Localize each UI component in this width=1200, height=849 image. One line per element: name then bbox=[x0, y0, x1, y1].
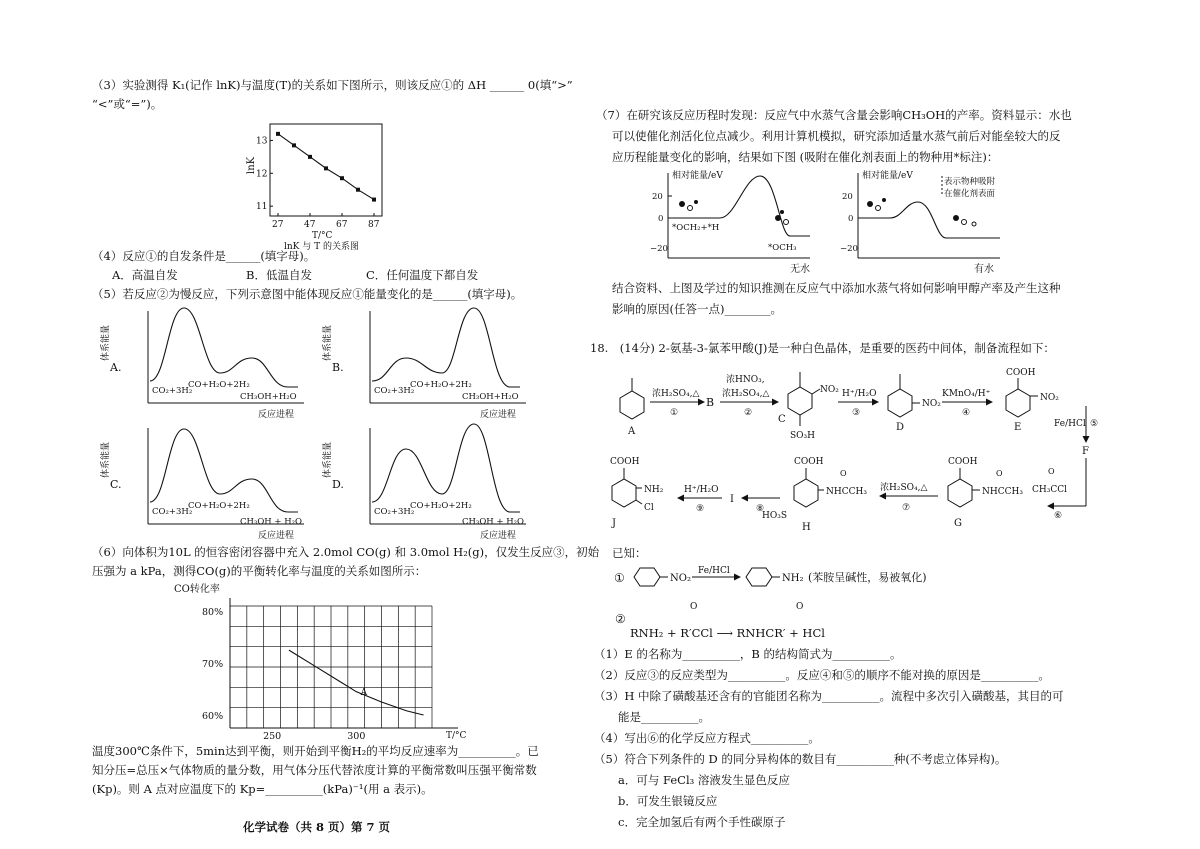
known-reaction-1 bbox=[612, 562, 992, 592]
y-axis-label: 体系能量 bbox=[323, 324, 333, 361]
compound-g bbox=[948, 457, 1023, 529]
svg-text:COOH: COOH bbox=[610, 457, 640, 467]
svg-text:NO₂: NO₂ bbox=[922, 399, 941, 409]
q7-line3: 应历程能量变化的影响，结果如下图 (吸附在催化剂表面上的物种用*标注)： bbox=[612, 150, 999, 164]
product-label: CH₃OH+H₂O bbox=[240, 392, 297, 402]
compound-j bbox=[610, 457, 664, 529]
q7-line1: （7）在研究该反应历程时发现：反应气中水蒸气含量会影响CH₃OH的产率。资料显示：水也 bbox=[596, 108, 1072, 122]
conversion-curve bbox=[289, 650, 424, 715]
q6-line3: 温度300℃条件下，5min达到平衡，则开始到平衡H₂的平均反应速率为__________。已 bbox=[92, 744, 539, 758]
molecule-icon bbox=[775, 215, 781, 221]
svg-text:浓HNO₃,: 浓HNO₃, bbox=[726, 375, 765, 385]
q4-stem: （4）反应①的自发条件是______(填字母)。 bbox=[92, 249, 316, 263]
reactant-label: CO₂+3H₂ bbox=[152, 507, 193, 517]
intermediate-label: CO+H₂O+2H₂ bbox=[410, 501, 472, 511]
label-och2-h: *OCH₂+*H bbox=[672, 223, 720, 233]
label-och3: *OCH₃ bbox=[768, 243, 797, 253]
q7-line5: 影响的原因(任答一点)________。 bbox=[612, 302, 782, 316]
svg-text:NHCCH₃: NHCCH₃ bbox=[826, 487, 867, 497]
q4-option-a: A．高温自发 bbox=[112, 268, 178, 282]
y-tick-label: 11 bbox=[256, 202, 268, 213]
x-tick-label: 47 bbox=[304, 220, 316, 230]
q6-line2: 压强为 a kPa，测得CO(g)的平衡转化率与温度的关系如图所示： bbox=[92, 564, 427, 578]
svg-text:H⁺/H₂O: H⁺/H₂O bbox=[842, 389, 877, 399]
svg-text:D: D bbox=[896, 422, 905, 433]
svg-text:O: O bbox=[840, 469, 847, 478]
data-point bbox=[324, 166, 328, 170]
y-tick-label: 12 bbox=[256, 169, 268, 180]
product-label: CH₃OH+H₂O bbox=[462, 392, 519, 402]
x-axis-label: 反应进程 bbox=[480, 410, 517, 420]
molecule-icon bbox=[953, 215, 959, 221]
y-axis-label: 相对能量/eV bbox=[672, 171, 723, 181]
page-footer: 化学试卷（共 8 页）第 7 页 bbox=[243, 820, 391, 834]
compound-e bbox=[1006, 368, 1059, 433]
y-axis-label: lnK bbox=[246, 156, 257, 174]
tick-minus20: −20 bbox=[840, 244, 858, 254]
compound-h bbox=[762, 457, 867, 533]
compound-b: B bbox=[706, 396, 715, 409]
reactant-label: CO₂+3H₂ bbox=[374, 386, 415, 396]
svg-text:NO₂: NO₂ bbox=[670, 573, 691, 584]
svg-text:G: G bbox=[954, 518, 962, 529]
intermediate-label: CO+H₂O+2H₂ bbox=[410, 380, 472, 390]
svg-text:浓H₂SO₄,△: 浓H₂SO₄,△ bbox=[880, 483, 928, 493]
reactant-label: CO₂+3H₂ bbox=[374, 507, 415, 517]
svg-text:NO₂: NO₂ bbox=[820, 385, 839, 395]
y-axis-label: 相对能量/eV bbox=[862, 171, 913, 181]
energy-panel-c bbox=[101, 424, 308, 541]
q6-line1: （6）向体积为10L 的恒容密闭容器中充入 2.0mol CO(g) 和 3.0mol H₂(g)，仅发生反应③，初始 bbox=[92, 545, 600, 559]
x-tick-label: 250 bbox=[263, 731, 282, 742]
known2-o-1: O bbox=[690, 602, 698, 612]
y-tick-label: 80% bbox=[202, 607, 224, 619]
svg-text:浓H₂SO₄,△: 浓H₂SO₄,△ bbox=[722, 389, 770, 399]
legend-line1: 表示物种吸附 bbox=[944, 177, 996, 187]
q18-stem: 18. (14分) 2-氨基-3-氯苯甲酸(J)是一种白色晶体，是重要的医药中间体，制备流程如下： bbox=[590, 341, 1055, 355]
sub-question-2: （2）反应③的反应类型为__________。反应④和⑤的顺序不能对换的原因是__________。 bbox=[594, 668, 1050, 682]
legend-line2: 在催化剂表面 bbox=[944, 189, 996, 199]
compound-a bbox=[620, 378, 644, 437]
known2-equation: RNH₂ + R′CCl ⟶ RNHCR′ + HCl bbox=[630, 626, 825, 640]
known2-num: ② bbox=[615, 612, 626, 626]
svg-text:O: O bbox=[1048, 467, 1055, 476]
svg-text:COOH: COOH bbox=[948, 457, 978, 467]
compound-i: I bbox=[730, 494, 734, 505]
y-tick-label: 70% bbox=[202, 659, 224, 671]
svg-text:Fe/HCl: Fe/HCl bbox=[698, 566, 730, 576]
x-tick-label: 87 bbox=[368, 220, 380, 230]
svg-text:③: ③ bbox=[852, 408, 861, 418]
compound-f: F bbox=[1082, 446, 1089, 457]
svg-text:COOH: COOH bbox=[1006, 368, 1036, 378]
q7-line4: 结合资料、上图及学过的知识推测在反应气中添加水蒸气将如何影响甲醇产率及产生这种 bbox=[612, 281, 1061, 295]
condition-c: c．完全加氢后有两个手性碳原子 bbox=[618, 815, 786, 829]
co-conversion-chart bbox=[168, 580, 478, 740]
point-a-label: A bbox=[360, 687, 368, 698]
energy-diagram-with-water bbox=[840, 168, 1030, 276]
x-axis-label: 反应进程 bbox=[258, 531, 295, 541]
caption-no-water: 无水 bbox=[790, 264, 810, 275]
svg-text:NO₂: NO₂ bbox=[1040, 393, 1059, 403]
svg-text:HO₃S: HO₃S bbox=[762, 511, 788, 521]
svg-text:浓H₂SO₄,△: 浓H₂SO₄,△ bbox=[652, 389, 700, 399]
q7-line2: 可以使催化剂活化位点减少。利用计算机模拟，研究添加适量水蒸气前后对能垒较大的反 bbox=[612, 129, 1061, 143]
sub-question-3a: （3）H 中除了磺酸基还含有的官能团名称为__________。流程中多次引入磺酸基，其目的可 bbox=[594, 689, 1064, 703]
y-axis-label: 体系能量 bbox=[323, 441, 333, 478]
svg-text:SO₃H: SO₃H bbox=[790, 431, 816, 441]
energy-curve bbox=[150, 308, 298, 387]
known2-o-2: O bbox=[796, 602, 804, 612]
x-axis-label: 反应进程 bbox=[480, 531, 517, 541]
tick-0: 0 bbox=[658, 214, 664, 224]
intermediate-label: CO+H₂O+2H₂ bbox=[188, 501, 250, 511]
q4-option-b: B．低温自发 bbox=[246, 268, 312, 282]
svg-text:NH₂: NH₂ bbox=[644, 485, 664, 495]
data-point bbox=[372, 198, 376, 202]
svg-text:②: ② bbox=[744, 408, 753, 418]
panel-letter: D. bbox=[332, 478, 344, 491]
tick-20: 20 bbox=[842, 192, 853, 202]
known-title: 已知： bbox=[612, 546, 647, 560]
condition-a: a．可与 FeCl₃ 溶液发生显色反应 bbox=[618, 773, 790, 787]
svg-text:C: C bbox=[778, 414, 786, 425]
energy-panel-d bbox=[323, 424, 530, 541]
energy-curve bbox=[150, 429, 298, 512]
condition-b: b．可发生银镜反应 bbox=[618, 794, 718, 808]
panel-letter: C. bbox=[110, 478, 122, 491]
compound-d bbox=[888, 374, 941, 433]
data-point bbox=[308, 155, 312, 159]
energy-panel-b bbox=[323, 307, 530, 420]
svg-text:E: E bbox=[1014, 422, 1022, 433]
q3-line1: （3）实验测得 K₁(记作 lnK)与温度(T)的关系如下图所示，则该反应①的 ΔH ______ 0(填“>” bbox=[92, 78, 573, 92]
svg-text:⑧: ⑧ bbox=[756, 504, 765, 514]
svg-text:NHCCH₃: NHCCH₃ bbox=[982, 487, 1023, 497]
product-label: CH₃OH + H₂O bbox=[462, 517, 525, 527]
sub-question-3b: 能是__________。 bbox=[618, 710, 710, 724]
svg-text:H: H bbox=[802, 522, 811, 533]
x-tick-label: 67 bbox=[336, 220, 348, 230]
x-tick-label: 300 bbox=[347, 731, 366, 742]
energy-panel-a bbox=[101, 307, 308, 420]
svg-text:KMnO₄/H⁺: KMnO₄/H⁺ bbox=[942, 389, 991, 399]
q6-line4: 知分压=总压×气体物质的量分数，用气体分压代替浓度计算的平衡常数叫压强平衡常数 bbox=[92, 763, 537, 777]
svg-text:①: ① bbox=[614, 571, 625, 585]
energy-diagram-no-water bbox=[650, 168, 830, 276]
sub-question-1: （1）E 的名称为__________，B 的结构简式为__________。 bbox=[594, 647, 902, 661]
svg-text:CH₃CCl: CH₃CCl bbox=[1032, 485, 1067, 495]
svg-text:⑥: ⑥ bbox=[1054, 511, 1063, 521]
tick-0: 0 bbox=[848, 214, 854, 224]
y-tick-label: 60% bbox=[202, 711, 224, 723]
molecule-icon bbox=[679, 201, 685, 207]
y-axis-label: CO转化率 bbox=[174, 584, 220, 595]
panel-letter: B. bbox=[332, 361, 344, 374]
svg-text:①: ① bbox=[670, 408, 679, 418]
tick-minus20: −20 bbox=[650, 244, 668, 254]
svg-text:NH₂: NH₂ bbox=[782, 573, 804, 584]
x-axis-label: 反应进程 bbox=[258, 410, 295, 420]
panel-letter: A. bbox=[110, 361, 122, 374]
product-label: CH₃OH + H₂O bbox=[240, 517, 303, 527]
synthesis-scheme bbox=[598, 358, 1110, 538]
lnk-chart bbox=[240, 118, 390, 250]
svg-text:O: O bbox=[996, 469, 1003, 478]
svg-text:A: A bbox=[628, 426, 636, 437]
sub-question-4: （4）写出⑥的化学反应方程式__________。 bbox=[594, 731, 820, 745]
y-axis-label: 体系能量 bbox=[101, 324, 111, 361]
data-point bbox=[340, 176, 344, 180]
q6-line5: (Kp)。则 A 点对应温度下的 Kp=__________(kPa)⁻¹(用 a 表示)。 bbox=[92, 782, 433, 796]
tick-20: 20 bbox=[652, 192, 663, 202]
svg-text:Fe/HCl: Fe/HCl bbox=[1054, 419, 1086, 429]
q3-line2: “<”或“=”)。 bbox=[92, 97, 163, 111]
molecule-icon bbox=[867, 201, 873, 207]
reactant-label: CO₂+3H₂ bbox=[152, 386, 193, 396]
svg-text:④: ④ bbox=[962, 408, 971, 418]
svg-text:J: J bbox=[612, 518, 617, 529]
x-tick-label: 27 bbox=[272, 220, 284, 230]
data-point bbox=[292, 143, 296, 147]
sub-question-5: （5）符合下列条件的 D 的同分异构体的数目有__________种(不考虑立体异构)。 bbox=[594, 752, 1007, 766]
energy-curve bbox=[372, 424, 520, 512]
x-axis-label: T/°C bbox=[312, 231, 333, 241]
svg-text:⑨: ⑨ bbox=[696, 504, 705, 514]
energy-curve bbox=[372, 308, 520, 387]
svg-text:COOH: COOH bbox=[794, 457, 824, 467]
chart-title: lnK 与 T 的关系图 bbox=[284, 242, 359, 252]
q4-option-c: C．任何温度下都自发 bbox=[366, 268, 479, 282]
svg-text:(苯胺呈碱性，易被氧化): (苯胺呈碱性，易被氧化) bbox=[808, 571, 927, 584]
compound-c bbox=[778, 372, 839, 441]
svg-text:Cl: Cl bbox=[644, 503, 654, 513]
data-point bbox=[276, 132, 280, 136]
svg-text:⑦: ⑦ bbox=[902, 503, 911, 513]
svg-text:⑤: ⑤ bbox=[1090, 419, 1099, 429]
intermediate-label: CO+H₂O+2H₂ bbox=[188, 380, 250, 390]
y-tick-label: 13 bbox=[256, 136, 268, 147]
data-point bbox=[356, 188, 360, 192]
x-axis-label: T/°C bbox=[446, 731, 467, 741]
q5-stem: （5）若反应②为慢反应，下列示意图中能体现反应①能量变化的是______(填字母)。 bbox=[92, 287, 523, 301]
y-axis-label: 体系能量 bbox=[101, 441, 111, 478]
svg-text:H⁺/H₂O: H⁺/H₂O bbox=[684, 485, 719, 495]
caption-with-water: 有水 bbox=[974, 264, 994, 275]
